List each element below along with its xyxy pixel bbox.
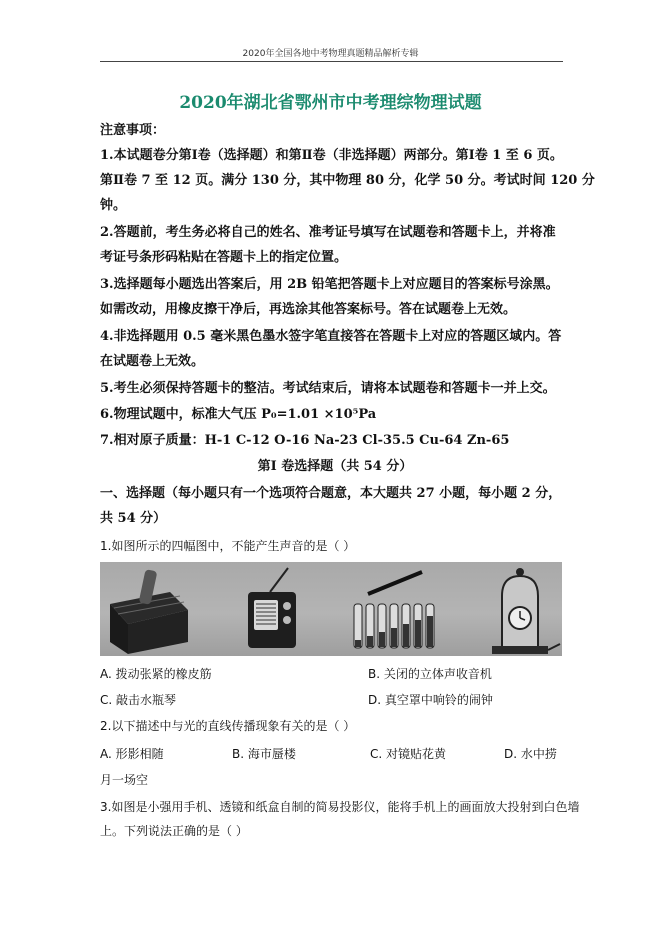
section-title: 第Ⅰ 卷选择题（共 54 分） <box>257 459 413 474</box>
notice-item-4: 4.非选择题用 0.5 毫米黑色墨水签字笔直接答在答题卡上对应的答题区域内。答 在试题卷上无效。 <box>100 329 562 369</box>
notice-item-3: 3.选择题每小题选出答案后，用 2B 铅笔把答题卡上对应题目的答案标号涂黑。 如需改动，用橡皮擦干净后，再选涂其他答案标号。答在试题卷上无效。 <box>100 277 559 317</box>
q2-option-d: D. 水中捞 <box>504 747 557 761</box>
page-title: 2020年湖北省鄂州市中考理综物理试题 <box>179 93 482 113</box>
q2-option-c: C. 对镜贴花黄 <box>370 747 447 761</box>
running-header: 2020年全国各地中考物理真题精品解析专辑 <box>242 49 419 59</box>
q2-option-b: B. 海市蜃楼 <box>232 747 296 761</box>
notice-item-1: 1.本试题卷分第Ⅰ卷（选择题）和第Ⅱ卷（非选择题）两部分。第Ⅰ卷 1 至 6 页。 第Ⅱ卷 7 至 12 页。满分 130 分，其中物理 80 分，化学 50 分。考试时间 120 分 钟。 <box>100 148 595 213</box>
q1-option-d: D. 真空罩中响铃的闹钟 <box>368 693 493 707</box>
question-1-figure <box>100 562 562 656</box>
water-bottles-illustration <box>354 572 434 648</box>
question-2-stem: 2.以下描述中与光的直线传播现象有关的是（ ） <box>100 719 356 733</box>
bell-jar-clock-illustration <box>492 568 560 654</box>
question-3-stem: 3.如图是小强用手机、透镜和纸盒自制的简易投影仪，能将手机上的画面放大投射到白色墙 上。下列说法正确的是（ ） <box>100 800 580 838</box>
q1-option-a: A. 拨动张紧的橡皮筋 <box>100 667 212 681</box>
header-divider <box>100 61 563 62</box>
notice-heading: 注意事项： <box>100 123 166 138</box>
notice-item-6: 6.物理试题中，标准大气压 P₀=1.01 ×10⁵Pa <box>100 407 377 422</box>
notice-item-2: 2.答题前，考生务必将自己的姓名、准考证号填写在试题卷和答题卡上，并将准 考证号条形码粘贴在答题卡上的指定位置。 <box>100 225 556 265</box>
notice-item-7: 7.相对原子质量：H-1 C-12 O-16 Na-23 Cl-35.5 Cu-64 Zn-65 <box>100 433 510 448</box>
q1-option-b: B. 关闭的立体声收音机 <box>368 667 492 681</box>
question-1-stem: 1.如图所示的四幅图中，不能产生声音的是（ ） <box>100 539 356 553</box>
q2-option-d-wrap: 月一场空 <box>100 773 149 787</box>
q1-option-c: C. 敲击水瓶琴 <box>100 693 177 707</box>
radio-illustration <box>248 568 296 648</box>
section-intro: 一、选择题（每小题只有一个选项符合题意，本大题共 27 小题，每小题 2 分， 共 54 分） <box>100 486 562 526</box>
notice-item-5: 5.考生必须保持答题卡的整洁。考试结束后，请将本试题卷和答题卡一并上交。 <box>100 381 556 396</box>
q2-option-a: A. 形影相随 <box>100 747 164 761</box>
rubber-band-box-illustration <box>110 569 188 654</box>
